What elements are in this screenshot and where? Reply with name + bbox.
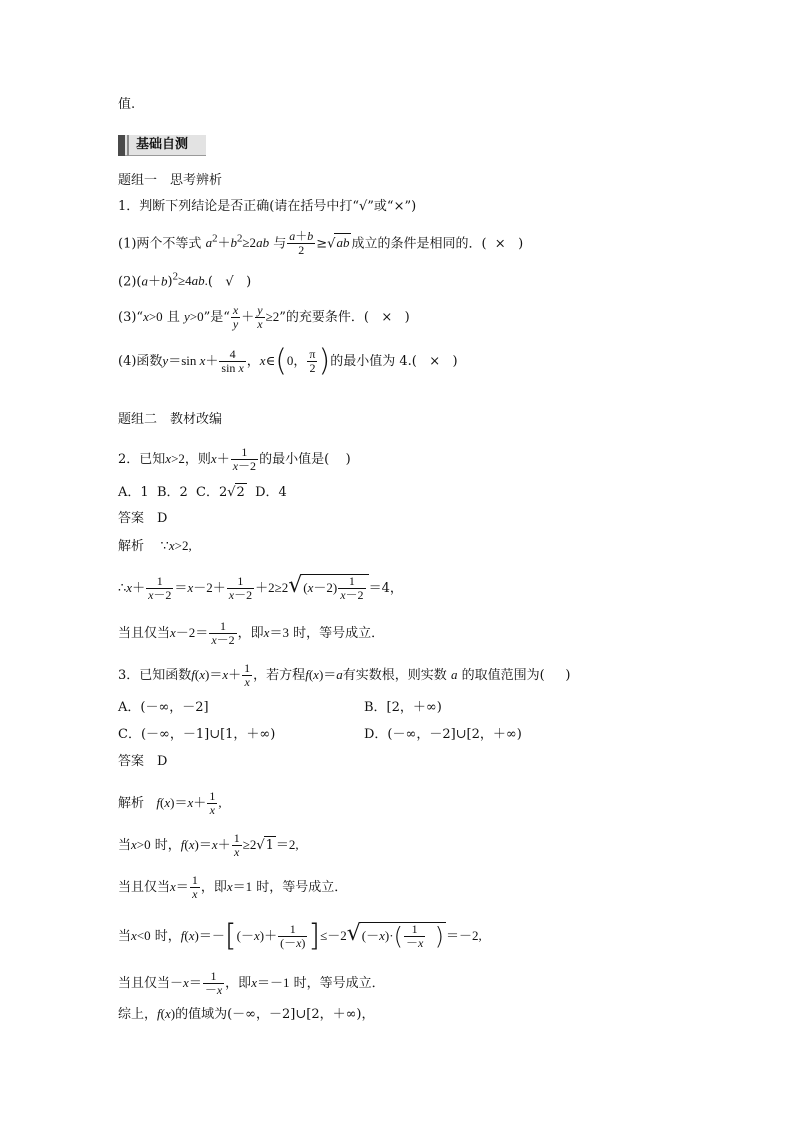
group1-title: 题组一 思考辨析 (118, 173, 223, 188)
answer-mark: × (429, 354, 441, 369)
section-badge-label: 基础自测 (136, 137, 189, 152)
fraction: $\frac{a+b}{2}$ (289, 229, 314, 258)
question-3-case2-eq: 当且仅当－x＝ $\frac{1}{-x}$ ，即x＝－1 时，等号成立． (118, 969, 385, 997)
question-3-case1: 当x>0 时，f(x)＝x＋ $\frac{1}{x}$ ≥2√1 ＝2, (118, 831, 299, 859)
question-2: 2．已知x>2，则x＋ $\frac{1}{x-2}$ 的最小值是( ) (118, 445, 351, 473)
question-2-solution: ∴x＋ $\frac{1}{x-2}$ ＝x－2＋ $\frac{1}{x-2}$ ＋2≥2√(x－2) $\frac{1}{x-2}$ ＝4， (118, 573, 403, 602)
question-3-case1-eq: 当且仅当x＝ $\frac{1}{x}$ ，即x＝1 时，等号成立． (118, 873, 348, 901)
question-3-case2: 当x<0 时，f(x)＝－[(－x)＋ $\frac{1}{(-x)}$ ]≤－2√(－x)·( $\frac{1}{-x}$ ) ＝－2, (118, 918, 482, 954)
question-2-analysis: 解析 ∵x>2, (118, 538, 192, 554)
question-3-analysis: 解析 f(x)＝x＋ $\frac{1}{x}$ , (118, 789, 222, 817)
question-2-answer: 答案 D (118, 511, 168, 526)
answer-mark: √ (225, 274, 234, 290)
badge-stripe-icon (127, 135, 129, 156)
question-2-when: 当且仅当x－2＝ $\frac{1}{x-2}$ ，即x＝3 时，等号成立． (118, 619, 385, 647)
question-3-option-d: D．(－∞，－2]∪[2，＋∞) (364, 727, 522, 742)
answer-mark: × (381, 310, 393, 325)
question-3-answer: 答案 D (118, 754, 168, 769)
answer-mark: × (494, 236, 506, 252)
badge-bar-icon (118, 135, 125, 156)
question-1-4: (4)函数y＝sin x＋ $\frac{4}{\text{sin x}}$ ，x∈(0， $\frac{\pi}{2}$ )的最小值为 4.( × ) (118, 343, 458, 379)
question-1-1: (1)两个不等式 $a^2+b^2\ge 2ab$ 与 $\frac{a+b}{2}$ ≥√ab 成立的条件是相同的．( × ) (118, 229, 524, 258)
question-3: 3．已知函数f(x)＝x＋ $\frac{1}{x}$ ，若方程f(x)＝a有实数根，则实数 a 的取值范围为( ) (118, 661, 571, 689)
question-1: 1．判断下列结论是否正确(请在括号中打“√”或“×”) (118, 199, 417, 214)
question-2-options: A．1 B．2 C．2√2 D．4 (118, 485, 287, 500)
question-3-option-a: A．(－∞，－2] (118, 700, 209, 715)
question-3-option-b: B．[2，＋∞) (364, 700, 442, 715)
section-badge (118, 135, 206, 156)
question-3-option-c: C．(－∞，－1]∪[1，＋∞) (118, 727, 276, 742)
group2-title: 题组二 教材改编 (118, 412, 223, 427)
question-1-3: (3)“x>0 且 y>0”是“ $\frac{x}{y}$ ＋ $\frac{y}{x}$ ≥2”的充要条件．( × ) (118, 303, 410, 331)
question-1-2: $(2)(a+b)^2\ge 4ab$.( √ ) (118, 271, 252, 290)
question-3-summary: 综上，f(x)的值域为(－∞，－2]∪[2，＋∞)， (118, 1006, 375, 1022)
top-line: 值. (118, 97, 136, 112)
